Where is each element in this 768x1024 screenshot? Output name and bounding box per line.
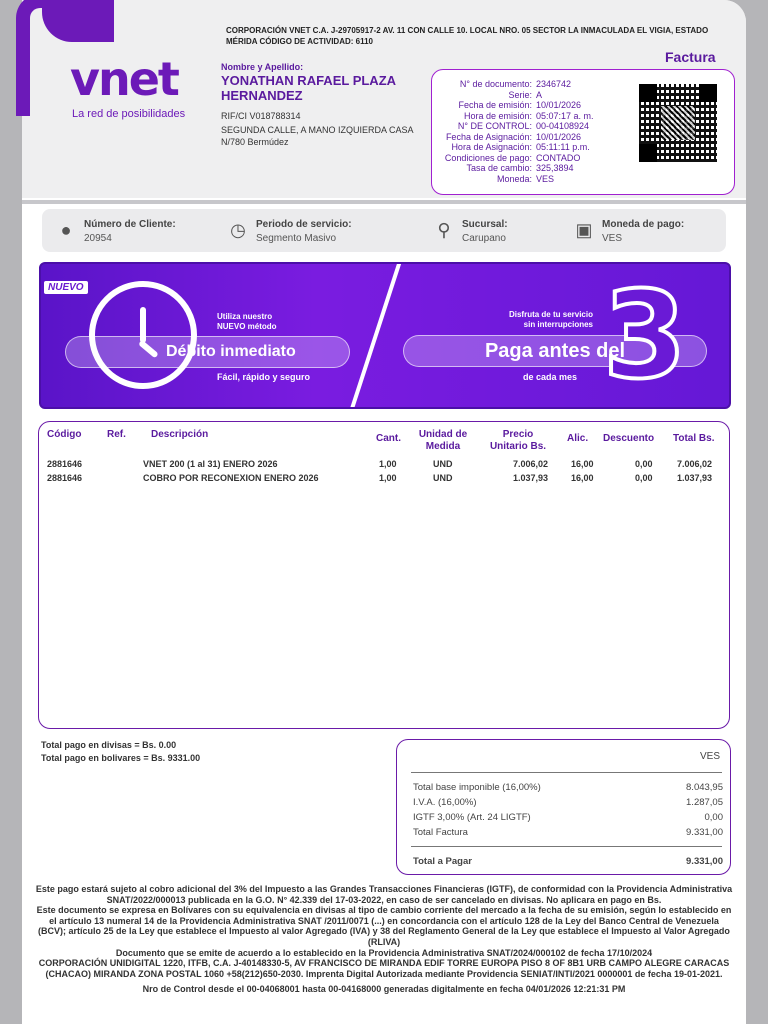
header-ref: Ref.: [107, 429, 126, 440]
document-info-row: [440, 90, 616, 101]
footer-control-range: Nro de Control desde el 00-04068001 hasta 00-04168000 generadas digitalmente en fecha 04/01/2026 12:21:31 PM: [142, 984, 626, 995]
total-divisas: Total pago en divisas = Bs. 0.00: [41, 740, 177, 750]
summary-label: Total base imponible (16,00%): [413, 782, 541, 793]
document-info-row: [440, 153, 616, 164]
cell-total: 7.006,02: [677, 459, 713, 469]
summary-label: IGTF 3,00% (Art. 24 LIGTF): [413, 812, 531, 823]
info-label: Periodo de servicio:: [256, 219, 352, 230]
info-payment-currency: [574, 219, 684, 244]
info-value: VES: [602, 233, 623, 244]
client-block: [221, 62, 431, 148]
money-icon: ▣: [575, 220, 593, 240]
cell-precio: 1.037,93: [513, 473, 549, 483]
client-rif: RIF/CI V018788314: [221, 111, 301, 121]
summary-row: [413, 827, 723, 838]
promo-left-sub: Fácil, rápido y seguro: [217, 372, 311, 382]
cell-alic: 16,00: [571, 459, 594, 469]
document-info-label: Condiciones de pago:: [444, 152, 532, 163]
cell-precio: 7.006,02: [513, 459, 549, 469]
document-info-value: 10/01/2026: [536, 131, 582, 142]
footer-providencia-note: Documento que se emite de acuerdo a lo establecido en la Providencia Administrativa SNAT/2024/000102 de fecha 17/10/2024: [115, 947, 653, 958]
document-info-row: [440, 163, 616, 174]
promo-right-small-1: Disfruta de tu servicio: [508, 310, 593, 319]
info-branch: [434, 219, 508, 244]
footer-currency-note: Este documento se expresa en Bolívares con su equivalencia en divisas al tipo de cambio corriente del mercado a la fecha de su emisión, según lo establecido en el artículo 13 numeral 14 de la Providencia Administrativa SNAT /2011/0071 (...) en concordancia con el artículo 128 de la Ley del Banco Central de Venezuela (BCV); artículo 25 de la Ley que establece el Impuesto al valor Agregado (IVA) y 38 del Reglamento General de la Ley que establece el Impuesto al Valor Agregado (RLIVA): [36, 905, 732, 947]
invoice-sheet: [22, 0, 746, 1024]
summary-row: [413, 797, 723, 808]
header-precio-line1: Precio: [502, 429, 534, 440]
promo-banner[interactable]: [39, 262, 731, 409]
summary-total-row: [413, 856, 723, 867]
header-divider: [22, 200, 746, 204]
user-icon: ●: [60, 220, 72, 240]
clock-icon: ◷: [230, 220, 246, 240]
summary-total-value: 9.331,00: [686, 856, 723, 867]
cell-cant: 1,00: [379, 473, 397, 483]
document-info-label: N° DE CONTROL:: [457, 121, 532, 131]
document-info-label: Tasa de cambio:: [466, 163, 532, 173]
promo-right-small-2: sin interrupciones: [523, 320, 593, 329]
location-pin-icon: ⚲: [437, 220, 451, 240]
promo-right-pill: Paga antes del: [403, 335, 707, 367]
summary-value: 8.043,95: [686, 782, 723, 793]
header-unidad-line1: Unidad de: [418, 429, 468, 440]
info-label: Moneda de pago:: [602, 219, 685, 230]
summary-value: 0,00: [704, 812, 723, 823]
document-info-value: VES: [536, 173, 555, 184]
cell-total: 1.037,93: [677, 473, 713, 483]
document-info-label: Fecha de Asignación:: [445, 131, 532, 142]
document-info-value: 2346742: [536, 79, 572, 89]
summary-row: [413, 812, 723, 823]
promo-divider-slash: [343, 262, 402, 409]
info-client-number: [56, 219, 176, 244]
promo-big-number: 3: [603, 267, 687, 406]
promo-left-small-1: Utiliza nuestro: [217, 312, 273, 321]
legal-footer: [22, 884, 746, 995]
summary-box: [396, 739, 731, 875]
table-row: [39, 459, 731, 473]
footer-igtf-note: Este pago estará sujeto al cobro adicional del 3% del Impuesto a las Grandes Transacciones Financieras (IGTF), de conformidad con la Providencia Administrativa SNAT/2022/000013 publicada en la G.O. N° 42.339 del 17-03-2022, en caso de ser cancelado en divisas. No aplicara en pago en Bs.: [35, 884, 733, 905]
info-label: Sucursal:: [462, 219, 508, 230]
cell-codigo: 2881646: [47, 473, 83, 483]
document-info-label: Serie:: [508, 89, 532, 100]
document-info-label: Hora de Asignación:: [451, 142, 532, 152]
header-alic: Alic.: [567, 433, 589, 444]
document-info-row: [440, 121, 616, 132]
cell-codigo: 2881646: [47, 459, 83, 469]
header-descripcion: Descripción: [151, 429, 209, 440]
summary-label: Total Factura: [413, 827, 468, 838]
promo-new-badge: NUEVO: [44, 281, 88, 294]
header-precio-line2: Unitario Bs.: [489, 441, 547, 452]
document-info-value: 10/01/2026: [536, 100, 582, 110]
header-unidad: [413, 429, 473, 453]
document-info-label: N° de documento:: [459, 79, 532, 89]
invoice-header: [22, 0, 746, 198]
cell-unidad: UND: [433, 473, 453, 483]
table-row: [39, 473, 731, 487]
info-bar: [42, 209, 726, 252]
header-descuento: Descuento: [603, 433, 655, 444]
document-info-label: Moneda:: [496, 173, 532, 184]
summary-value: 1.287,05: [686, 797, 723, 808]
cell-descuento: 0,00: [635, 473, 653, 483]
logo-tagline: La red de posibilidades: [72, 108, 186, 120]
clock-icon: [89, 281, 197, 389]
document-info-rows: [440, 79, 616, 184]
document-info-box: [431, 69, 735, 195]
summary-divider: [411, 846, 722, 847]
header-cant: Cant.: [376, 433, 401, 444]
info-value: Carupano: [462, 233, 506, 244]
cell-unidad: UND: [433, 459, 453, 469]
header-total: Total Bs.: [673, 433, 715, 444]
document-info-row: [440, 174, 616, 185]
qr-code: [639, 84, 717, 162]
document-info-value: CONTADO: [536, 152, 581, 163]
document-info-row: [440, 100, 616, 111]
document-info-label: Fecha de emisión:: [458, 100, 532, 110]
vnet-logo: vnet: [70, 52, 178, 106]
document-info-row: [440, 111, 616, 122]
payment-totals: [41, 739, 200, 765]
footer-printer-info: CORPORACIÓN UNIDIGITAL 1220, ITFB, C.A. J-40148330-5, AV FRANCISCO DE MIRANDA EDIF TORRE EUROPA PISO 8 OF 8B1 URB CAMPO ALEGRE CARACAS (CHACAO) MIRANDA ZONA POSTAL 1060 +58(212)650-2030. Imprenta Digital Autorizada mediante Providencia SENIAT/INTI/2021 0000001 de fecha 19-01-2021.: [38, 958, 730, 979]
info-label: Número de Cliente:: [84, 219, 176, 230]
client-address: SEGUNDA CALLE, A MANO IZQUIERDA CASA N/780 Bermúdez: [221, 125, 414, 147]
document-info-value: 00-04108924: [536, 121, 590, 131]
summary-divider: [411, 772, 722, 773]
info-service-period: [228, 219, 352, 244]
header-codigo: Código: [47, 429, 82, 440]
items-table: [38, 421, 730, 729]
total-bolivares: Total pago en bolivares = Bs. 9331.00: [41, 753, 201, 763]
cell-cant: 1,00: [379, 459, 397, 469]
document-info-row: [440, 132, 616, 143]
header-precio: [485, 429, 551, 453]
document-info-value: 05:11:11 p.m.: [536, 142, 590, 152]
promo-left-small-2: NUEVO método: [217, 322, 277, 331]
header-unidad-line2: Medida: [425, 441, 461, 452]
document-info-value: 05:07:17 a. m.: [536, 110, 594, 121]
summary-row: [413, 782, 723, 793]
cell-descripcion: VNET 200 (1 al 31) ENERO 2026: [143, 459, 278, 469]
summary-value: 9.331,00: [686, 827, 723, 838]
promo-right-sub: de cada mes: [523, 372, 578, 382]
info-value: Segmento Masivo: [256, 233, 337, 244]
document-info-row: [440, 79, 616, 90]
summary-label: I.V.A. (16,00%): [413, 797, 477, 808]
summary-currency: VES: [699, 751, 720, 762]
document-info-value: A: [536, 89, 543, 100]
info-value: 20954: [84, 233, 112, 244]
company-header: CORPORACIÓN VNET C.A. J-29705917-2 AV. 11 CON CALLE 10. LOCAL NRO. 05 SECTOR LA INMACULADA EL VIGIA, ESTADO MÉRIDA CÓDIGO DE ACTIVIDAD: 6110: [226, 26, 709, 46]
document-title: Factura: [665, 49, 716, 65]
cell-descripcion: COBRO POR RECONEXION ENERO 2026: [143, 473, 319, 483]
document-info-row: [440, 142, 616, 153]
client-label: Nombre y Apellido:: [221, 62, 304, 72]
client-name: YONATHAN RAFAEL PLAZA HERNANDEZ: [221, 73, 396, 103]
summary-total-label: Total a Pagar: [413, 856, 472, 867]
cell-alic: 16,00: [571, 473, 594, 483]
document-info-value: 325,3894: [536, 163, 574, 173]
promo-left-pill: Débito inmediato: [65, 336, 350, 368]
document-info-label: Hora de emisión:: [463, 110, 532, 121]
cell-descuento: 0,00: [635, 459, 653, 469]
